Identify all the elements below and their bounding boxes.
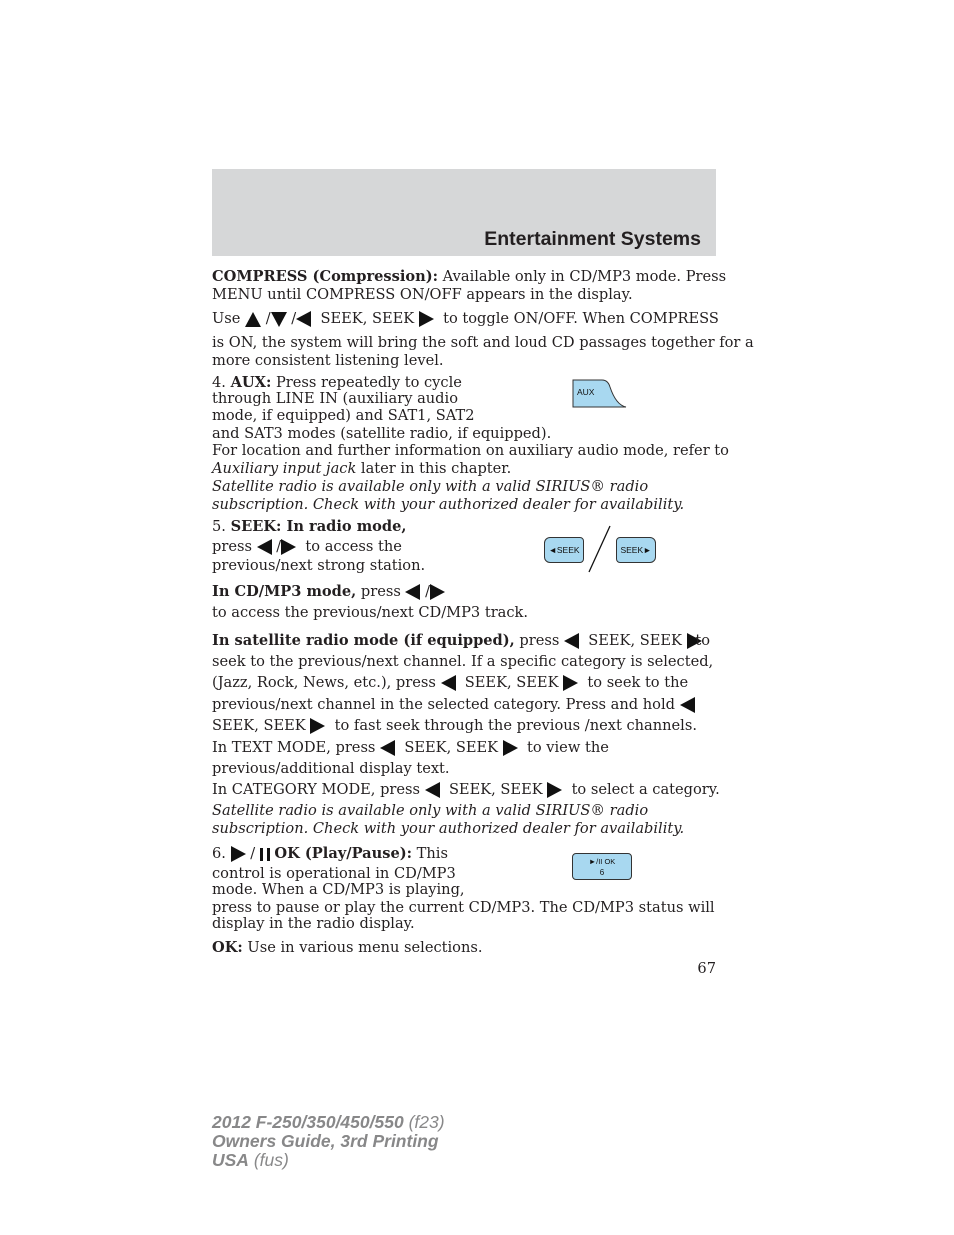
right-arrow-icon: [310, 718, 325, 734]
seek-left-button-illustration: ◄SEEK: [544, 537, 584, 563]
seek-right-button-illustration: SEEK►: [616, 537, 656, 563]
seek-category-line: In CATEGORY MODE, press SEEK, SEEK to select a category.: [212, 781, 720, 798]
aux-heading: 4. AUX: Press repeatedly to cycle: [212, 374, 462, 391]
pause-icon: [260, 848, 263, 861]
seek-line: to access the previous/next CD/MP3 track.: [212, 604, 529, 621]
right-arrow-icon: [503, 740, 518, 756]
ok-heading: 6. / OK (Play/Pause): This: [212, 845, 448, 862]
seek-line: previous/next channel in the selected category. Press and hold: [212, 696, 695, 714]
left-arrow-icon: [441, 675, 456, 691]
left-arrow-icon: [380, 740, 395, 756]
seek-text-mode-line: In TEXT MODE, press SEEK, SEEK to view the: [212, 739, 609, 756]
up-arrow-icon: [245, 312, 261, 327]
play-icon: [231, 846, 246, 862]
compress-line: is ON, the system will bring the soft and loud CD passages together for a: [212, 334, 754, 351]
left-arrow-icon: [564, 633, 579, 649]
seek-line: SEEK, SEEK to fast seek through the previous /next channels.: [212, 717, 697, 734]
ok-line: display in the radio display.: [212, 915, 415, 932]
aux-line: through LINE IN (auxiliary audio: [212, 390, 458, 407]
seek-note: Satellite radio is available only with a valid SIRIUS® radio: [212, 802, 649, 819]
right-arrow-icon: [430, 584, 445, 600]
right-arrow-icon: [547, 782, 562, 798]
footer-line: 2012 F-250/350/450/550 (f23): [212, 1112, 445, 1132]
compress-use-line: Use / / SEEK, SEEK to toggle ON/OFF. When COMPRESS: [212, 310, 719, 327]
ok-line: mode. When a CD/MP3 is playing,: [212, 881, 465, 898]
left-arrow-icon: [425, 782, 440, 798]
aux-note: Satellite radio is available only with a valid SIRIUS® radio: [212, 478, 649, 495]
compress-paragraph: COMPRESS (Compression): Available only in CD/MP3 mode. Press: [212, 268, 727, 285]
seek-line: seek to the previous/next channel. If a specific category is selected,: [212, 653, 714, 670]
compress-line: MENU until COMPRESS ON/OFF appears in the display.: [212, 286, 633, 303]
footer-line: USA (fus): [212, 1150, 289, 1170]
left-arrow-icon: [257, 539, 272, 555]
seek-cd-line: In CD/MP3 mode, press /: [212, 583, 445, 601]
left-arrow-icon: [296, 311, 311, 327]
ok-button-illustration: ►/II OK 6: [572, 853, 632, 880]
right-arrow-icon: [281, 539, 296, 555]
left-arrow-icon: [405, 584, 420, 600]
aux-line: For location and further information on auxiliary audio mode, refer to: [212, 442, 729, 459]
aux-button-label: AUX: [577, 387, 595, 397]
compress-label: COMPRESS (Compression):: [212, 268, 439, 285]
section-title: Entertainment Systems: [484, 228, 701, 250]
ok-line: press to pause or play the current CD/MP3. The CD/MP3 status will: [212, 899, 715, 916]
ok-line: control is operational in CD/MP3: [212, 865, 456, 882]
ok-line: OK: Use in various menu selections.: [212, 939, 483, 956]
section-header: [212, 169, 716, 256]
right-arrow-icon: [419, 311, 434, 327]
page-number: 67: [697, 960, 716, 977]
footer-line: Owners Guide, 3rd Printing: [212, 1131, 439, 1151]
aux-note: subscription. Check with your authorized dealer for availability.: [212, 496, 685, 513]
seek-heading: 5. SEEK: In radio mode,: [212, 518, 407, 535]
right-arrow-icon: [563, 675, 578, 691]
seek-line: previous/next strong station.: [212, 557, 426, 574]
seek-note: subscription. Check with your authorized dealer for availability.: [212, 820, 685, 837]
seek-sat-line: In satellite radio mode (if equipped), press SEEK, SEEK to: [212, 632, 710, 649]
aux-line: Auxiliary input jack later in this chapter.: [212, 460, 512, 477]
divider-line: [586, 524, 614, 574]
seek-line: press / to access the: [212, 538, 402, 555]
seek-line: previous/additional display text.: [212, 760, 450, 777]
left-arrow-icon: [680, 697, 695, 713]
aux-line: mode, if equipped) and SAT1, SAT2: [212, 407, 475, 424]
compress-line: more consistent listening level.: [212, 352, 444, 369]
down-arrow-icon: [271, 312, 287, 327]
aux-line: and SAT3 modes (satellite radio, if equipped).: [212, 425, 552, 442]
seek-line: (Jazz, Rock, News, etc.), press SEEK, SEEK to seek to the: [212, 674, 689, 691]
